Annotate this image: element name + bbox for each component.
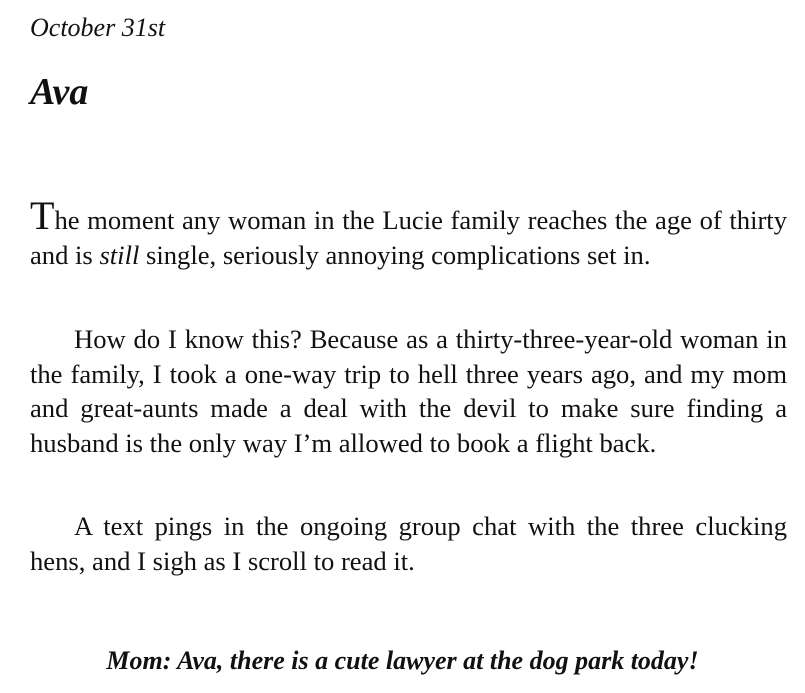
paragraph-text: he moment any woman in the Lucie family reaches the age of thirty and is [30,205,787,270]
drop-cap: T [30,193,55,238]
paragraph-second: How do I know this? Because as a thirty-three-year-old woman in the family, I took a one-way trip to hell three years ago, and my mom and great-aunts made a deal with the devil to make sure finding a husband is the only way I’m allowed to book a flight back. [30,324,787,458]
paragraph-text: single, seriously annoying complications set in. [139,239,651,270]
paragraph-third: A text pings in the ongoing group chat with the three clucking hens, and I sigh as I scroll to read it. [30,511,787,576]
text-message: Mom: Ava, there is a cute lawyer at the dog park today! [106,646,699,675]
chapter-title: Ava [30,71,89,113]
paragraph-opening [30,193,787,272]
emphasized-word: still [99,239,140,270]
chapter-date: October 31st [30,13,166,42]
